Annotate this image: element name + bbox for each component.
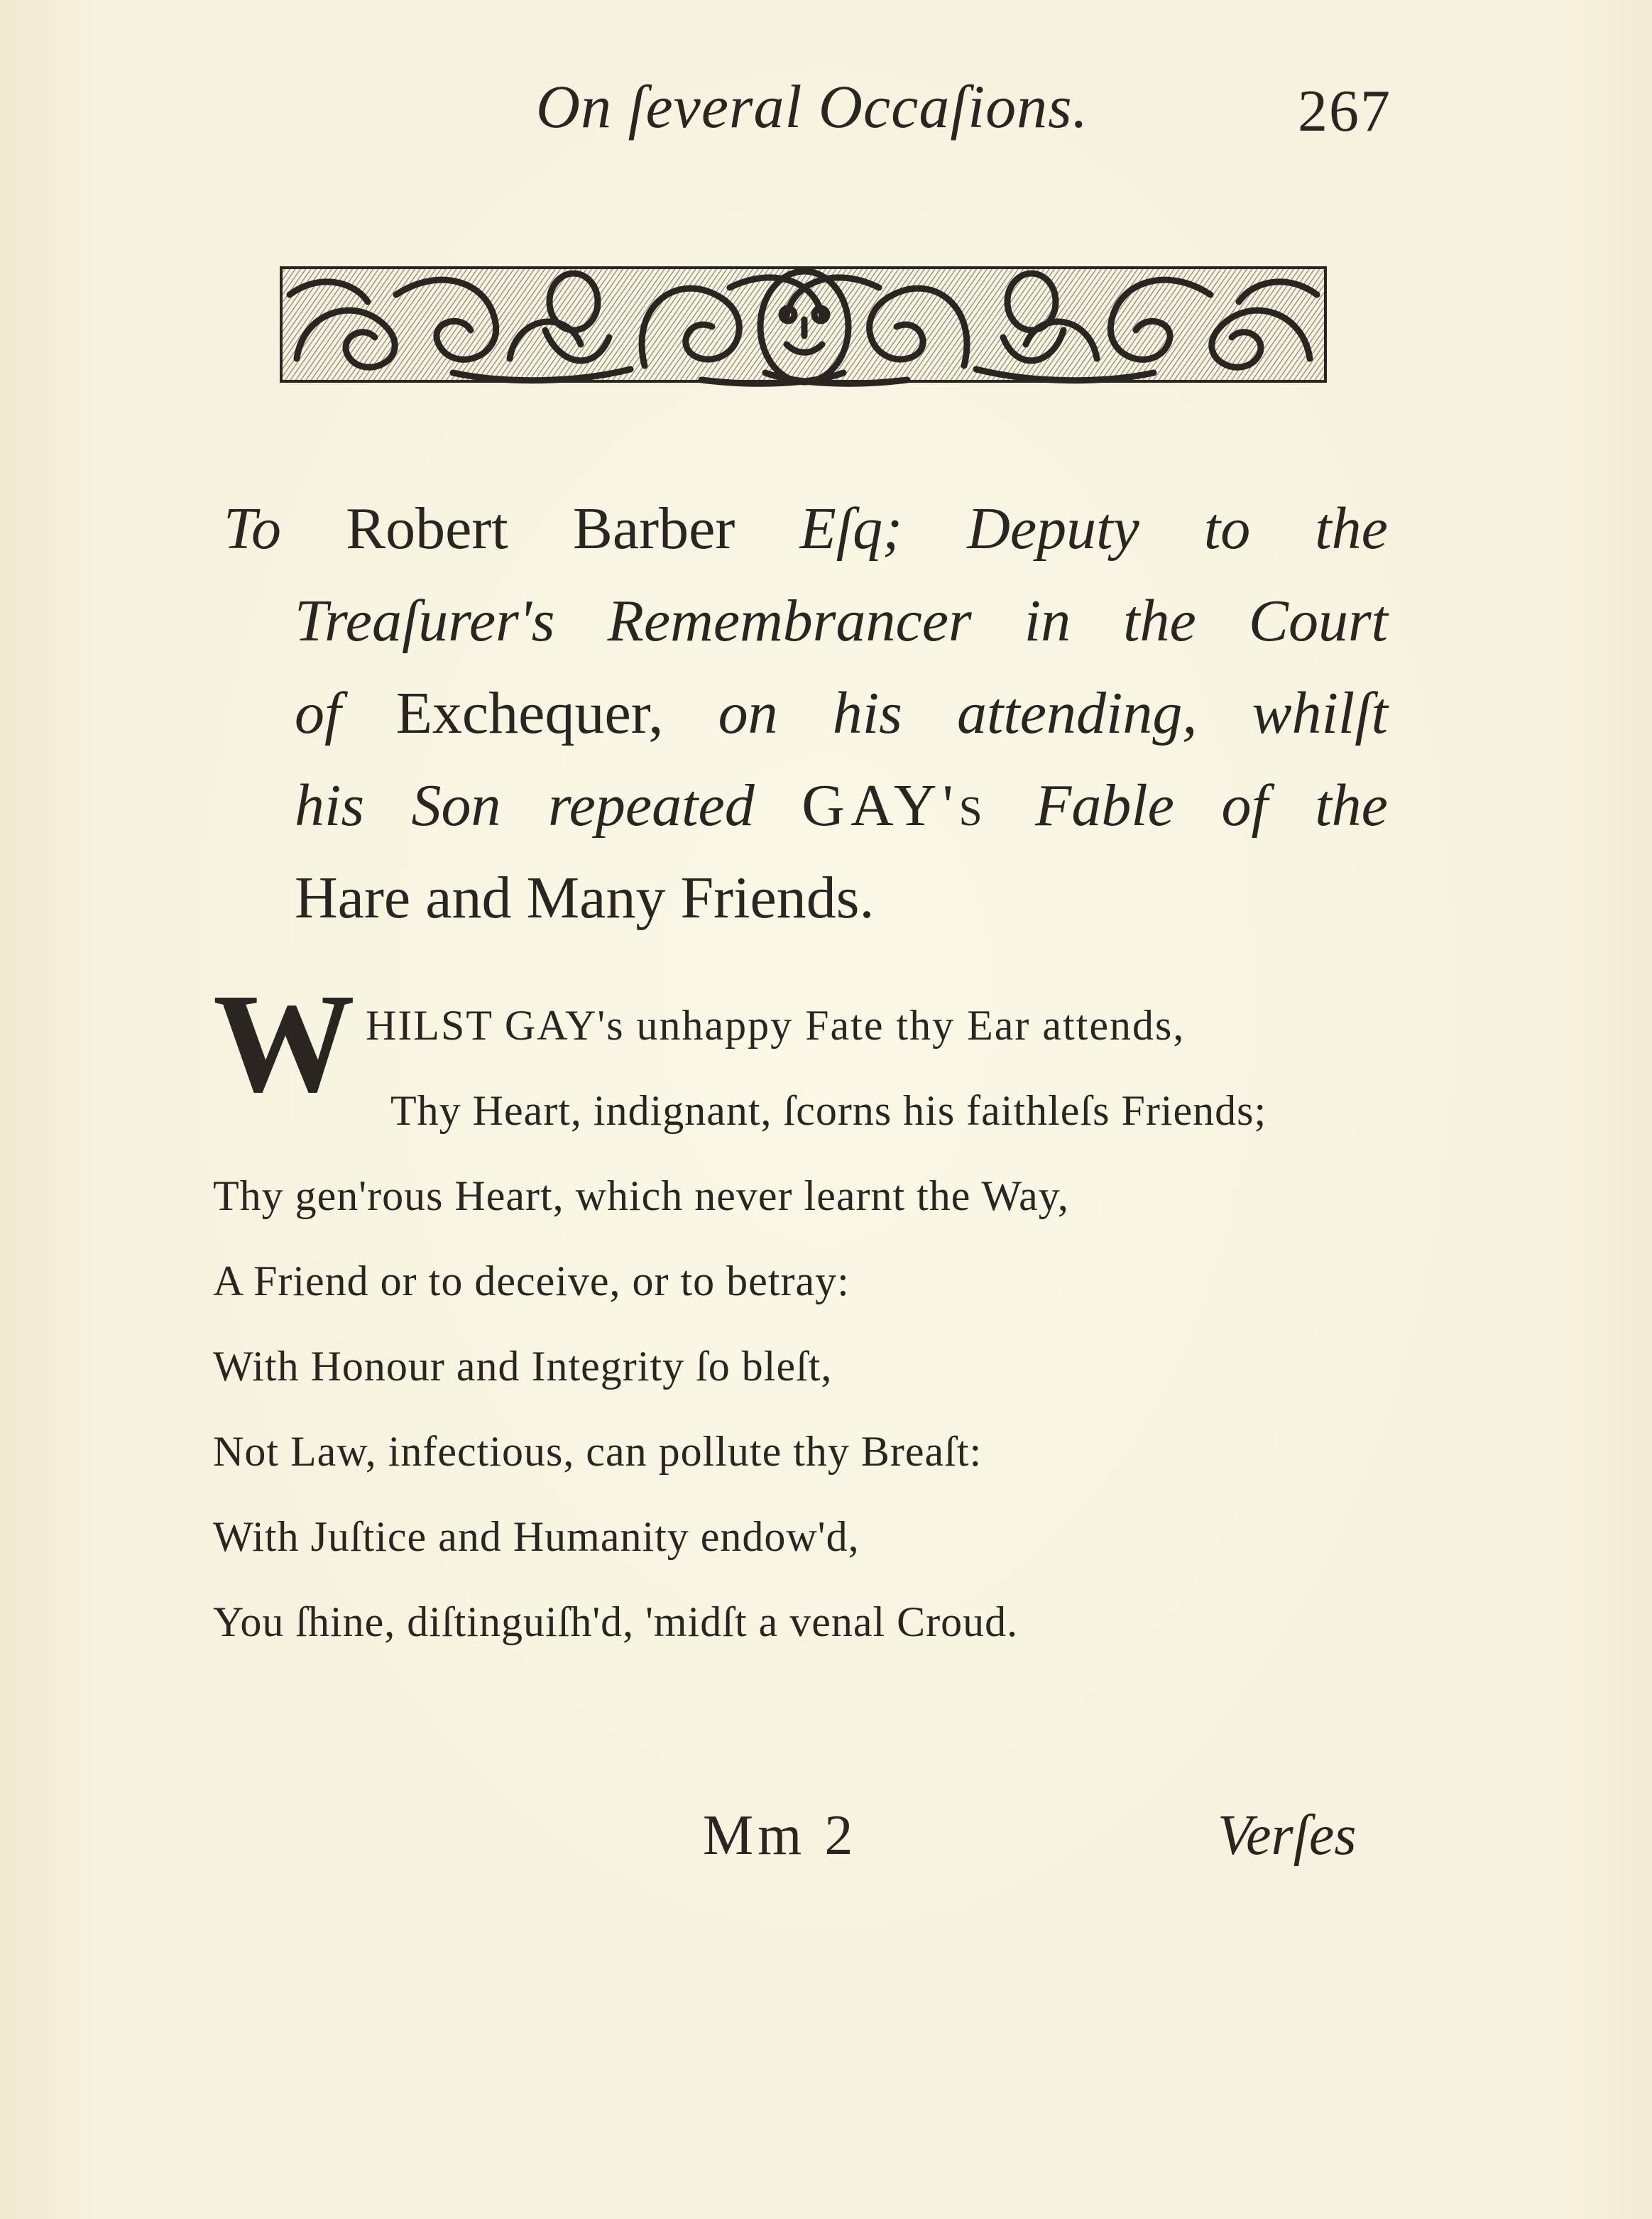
signature-mark: Mm 2	[703, 1804, 858, 1867]
title-line-4: his Son repeated GAY's Fable of the	[295, 773, 1388, 839]
verse-line: You ſhine, diſtinguiſh'd, 'midſt a venal Croud.	[213, 1598, 1019, 1645]
verse-line: With Juſtice and Humanity endow'd,	[213, 1513, 860, 1560]
verse-line: Thy gen'rous Heart, which never learnt the Way,	[213, 1172, 1069, 1219]
verse-line: A Friend or to deceive, or to betray:	[213, 1258, 850, 1304]
running-head	[0, 71, 1652, 156]
title-line-1: To Robert Barber Eſq; Deputy to the	[224, 496, 1388, 562]
verse-line: HILST GAY's unhappy Fate thy Ear attends,	[366, 1002, 1186, 1049]
title-line-2: Treaſurer's Remembrancer in the Court	[295, 588, 1388, 654]
title-line-5: Hare and Many Friends.	[295, 865, 875, 931]
woodcut-headpiece-ornament-icon	[275, 252, 1331, 394]
page-number: 267	[1298, 78, 1391, 144]
running-title: On ſeveral Occaſions.	[536, 72, 1089, 141]
verse-line: Thy Heart, indignant, ſcorns his faithleſs Friends;	[390, 1087, 1267, 1134]
verse-line: Not Law, infectious, can pollute thy Breaſt:	[213, 1428, 983, 1475]
verse-line: With Honour and Integrity ſo bleſt,	[213, 1343, 833, 1390]
title-line-3: of Exchequer, on his attending, whilſt	[295, 680, 1388, 746]
catchword: Verſes	[1218, 1804, 1357, 1867]
drop-cap: W	[213, 965, 352, 1122]
